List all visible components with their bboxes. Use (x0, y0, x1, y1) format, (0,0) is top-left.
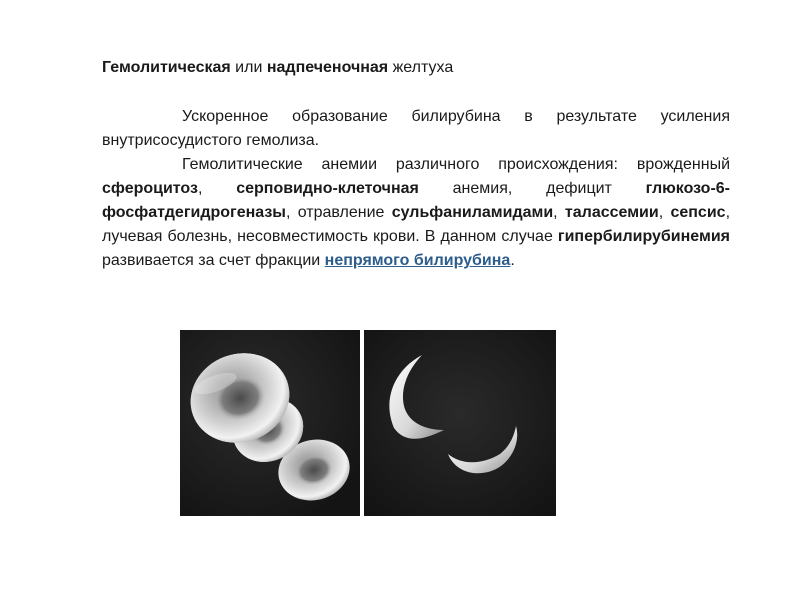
blood-cells-figure (180, 330, 556, 516)
indirect-bilirubin-link[interactable]: непрямого билирубина (324, 252, 511, 269)
term-sepsis: сепсис (670, 204, 726, 221)
term-spherocytosis: сфероцитоз (102, 180, 198, 197)
p2-text-6: , (658, 204, 671, 221)
p2-text-3: анемия, дефицит (418, 180, 646, 197)
p2-text-7: , лучевая болезнь, несовместимость крови. В данном случае (102, 204, 731, 245)
normal-erythrocytes-image (180, 330, 360, 516)
p2-text-9: . (510, 252, 515, 269)
title-jaundice: желтуха (388, 59, 454, 76)
p2-text-4: , отравление (285, 204, 392, 221)
term-thalassemia: талассемии (564, 204, 659, 221)
paragraph-1: Ускоренное образование билирубина в результате усиления внутрисосудистого гемолиза. (102, 108, 730, 149)
p2-text-5: , (553, 204, 565, 221)
p2-text-8: развивается за счет фракции (102, 252, 325, 269)
term-sickle-cell: серповидно-клеточная (236, 180, 419, 197)
sickle-cells-image (364, 330, 556, 516)
title-or: или (230, 59, 267, 76)
body-text (102, 105, 730, 273)
p2-text-1: Гемолитические анемии различного происхождения: врожденный (182, 156, 730, 173)
term-sulfonamides: сульфаниламидами (391, 204, 554, 221)
p2-text-2: , (197, 180, 237, 197)
title-bold-hemolytic: Гемолитическая (102, 59, 231, 76)
paragraph-2 (102, 153, 730, 273)
title-bold-prehepatic: надпеченочная (266, 59, 389, 76)
slide-title (102, 57, 453, 79)
term-hyperbilirubinemia: гипербилирубинемия (557, 228, 730, 245)
term-g6pd: глюкозо-6-фосфатдегидрогеназы (102, 180, 731, 221)
